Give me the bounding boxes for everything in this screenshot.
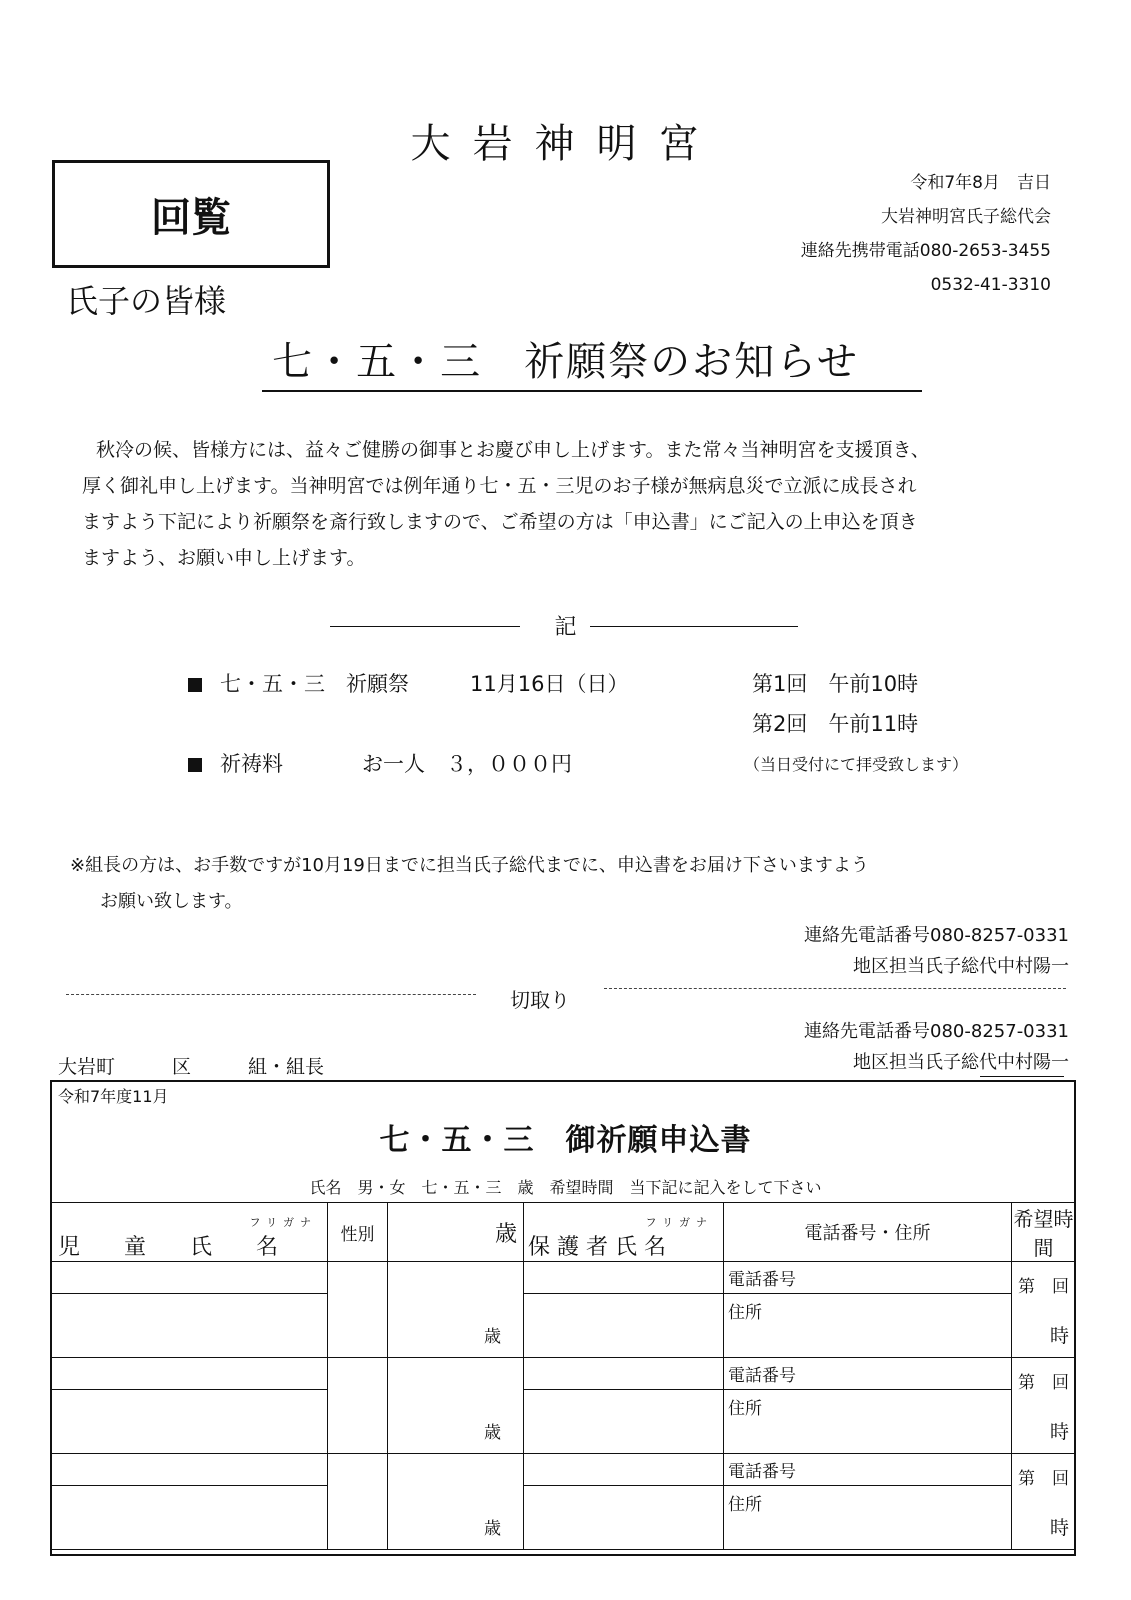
contact-phone: 0532-41-3310 xyxy=(930,275,1051,295)
address-field[interactable] xyxy=(724,1390,1012,1454)
time-field[interactable] xyxy=(1012,1454,1076,1550)
gender-field[interactable] xyxy=(328,1262,388,1358)
phone-label: 電話番号 xyxy=(728,1366,796,1386)
deadline-note xyxy=(70,848,869,920)
table-row xyxy=(52,1294,1076,1358)
district-line: 大岩町 区 組・組長 xyxy=(58,1056,325,1078)
header-phone-address: 電話番号・住所 xyxy=(724,1203,1012,1262)
contact-mobile: 連絡先携帯電話080-2653-3455 xyxy=(800,241,1051,261)
child-furigana-field[interactable] xyxy=(52,1454,328,1486)
application-table xyxy=(51,1202,1076,1550)
guardian-furigana-field[interactable] xyxy=(524,1454,724,1486)
circulation-box xyxy=(52,160,330,268)
hour-suffix: 時 xyxy=(1049,1420,1069,1443)
form-title: 七・五・三 御祈願申込書 xyxy=(379,1123,752,1158)
table-row xyxy=(52,1486,1076,1550)
hour-suffix: 時 xyxy=(1049,1324,1069,1347)
guardian-name-label: 保 護 者 氏 名 xyxy=(528,1235,666,1260)
cut-line-right xyxy=(604,988,1066,989)
session-prefix: 第 xyxy=(1018,1276,1035,1297)
deadline-line: ※組長の方は、お手数ですが10月19日までに担当氏子総代までに、申込書をお届け下さいますよう xyxy=(70,855,869,876)
notice-title: 七・五・三 祈願祭のお知らせ xyxy=(272,339,859,385)
header-child-name xyxy=(52,1203,328,1262)
header-preferred-time: 希望時間 xyxy=(1012,1203,1076,1262)
issue-date: 令和7年8月 吉日 xyxy=(910,173,1051,193)
intro-line: ますよう下記により祈願祭を斎行致しますので、ご希望の方は「申込書」にご記入の上申込を頂き xyxy=(82,511,918,533)
address-label: 住所 xyxy=(728,1303,762,1323)
age-unit: 歳 xyxy=(484,1423,501,1443)
gender-field[interactable] xyxy=(328,1358,388,1454)
gender-field[interactable] xyxy=(328,1454,388,1550)
event-row xyxy=(188,668,409,698)
organization: 大岩神明宮氏子総代会 xyxy=(881,207,1051,227)
table-row xyxy=(52,1358,1076,1390)
form-year: 令和7年度11月 xyxy=(58,1087,169,1106)
guardian-name-field[interactable] xyxy=(524,1390,724,1454)
table-row xyxy=(52,1390,1076,1454)
child-furigana-field[interactable] xyxy=(52,1262,328,1294)
age-field[interactable] xyxy=(388,1454,524,1550)
fee-row xyxy=(188,748,283,778)
greeting: 氏子の皆様 xyxy=(66,282,227,320)
ki-rule-right xyxy=(590,626,798,627)
phone-label: 電話番号 xyxy=(728,1462,796,1482)
phone-field[interactable] xyxy=(724,1454,1012,1486)
age-field[interactable] xyxy=(388,1358,524,1454)
form-instruction: 氏名 男・女 七・五・三 歳 希望時間 当下記に記入をして下さい xyxy=(309,1178,822,1197)
intro-line: ますよう、お願い申し上げます。 xyxy=(82,547,366,569)
child-name-field[interactable] xyxy=(52,1486,328,1550)
event-date: 11月16日（日） xyxy=(470,672,629,696)
session-suffix: 回 xyxy=(1052,1276,1069,1297)
session-1: 第1回 午前10時 xyxy=(752,672,919,696)
fee-value: お一人 ３，０００円 xyxy=(362,752,572,776)
session-suffix: 回 xyxy=(1052,1468,1069,1489)
contact-block-lower xyxy=(804,1016,1069,1078)
address-field[interactable] xyxy=(724,1486,1012,1550)
table-row xyxy=(52,1454,1076,1486)
furigana-label: フリガナ xyxy=(249,1216,317,1229)
address-label: 住所 xyxy=(728,1495,762,1515)
session-2: 第2回 午前11時 xyxy=(752,712,919,736)
time-field[interactable] xyxy=(1012,1358,1076,1454)
age-unit: 歳 xyxy=(484,1519,501,1539)
header-age: 歳 xyxy=(388,1203,524,1262)
guardian-furigana-field[interactable] xyxy=(524,1358,724,1390)
fee-label: 祈祷料 xyxy=(220,752,283,776)
header-info xyxy=(801,166,1051,302)
age-field[interactable] xyxy=(388,1262,524,1358)
header-gender: 性別 xyxy=(328,1203,388,1262)
child-name-label: 児 童 氏 名 xyxy=(58,1235,279,1260)
contact-phone-number: 連絡先電話番号080-8257-0331 xyxy=(804,925,1069,946)
age-unit: 歳 xyxy=(484,1327,501,1347)
child-furigana-field[interactable] xyxy=(52,1358,328,1390)
bullet-icon xyxy=(188,678,202,692)
address-field[interactable] xyxy=(724,1294,1012,1358)
child-name-field[interactable] xyxy=(52,1390,328,1454)
address-label: 住所 xyxy=(728,1399,762,1419)
child-name-field[interactable] xyxy=(52,1294,328,1358)
intro-line: 厚く御礼申し上げます。当神明宮では例年通り七・五・三児のお子様が無病息災で立派に成長され xyxy=(82,475,917,497)
contact-phone-number: 連絡先電話番号080-8257-0331 xyxy=(804,1021,1069,1042)
event-label: 七・五・三 祈願祭 xyxy=(220,672,409,696)
hour-suffix: 時 xyxy=(1049,1516,1069,1539)
contact-block-upper xyxy=(804,920,1069,982)
cut-line-left xyxy=(66,994,476,995)
table-header-row xyxy=(52,1203,1076,1262)
intro-line: 秋冷の候、皆様方には、益々ご健勝の御事とお慶び申し上げます。また常々当神明宮を支援頂き、 xyxy=(96,439,930,461)
ki-label: 記 xyxy=(554,615,577,640)
deadline-line: お願い致します。 xyxy=(100,891,243,912)
intro-paragraph xyxy=(82,432,1042,576)
contact-representative: 地区担当氏子総代中村陽一 xyxy=(853,956,1069,977)
cut-label: 切取り xyxy=(510,988,570,1012)
guardian-name-field[interactable] xyxy=(524,1486,724,1550)
title-underline xyxy=(262,390,922,392)
phone-field[interactable] xyxy=(724,1358,1012,1390)
session-prefix: 第 xyxy=(1018,1372,1035,1393)
phone-field[interactable] xyxy=(724,1262,1012,1294)
circulation-label: 回覧 xyxy=(151,194,231,241)
session-suffix: 回 xyxy=(1052,1372,1069,1393)
contact-underline xyxy=(980,1076,1064,1077)
furigana-label: フリガナ xyxy=(645,1216,713,1229)
shrine-name: 大岩神明宮 xyxy=(410,121,721,167)
fee-note: （当日受付にて拝受致します） xyxy=(744,755,969,774)
phone-label: 電話番号 xyxy=(728,1270,796,1290)
contact-representative: 地区担当氏子総代中村陽一 xyxy=(853,1052,1069,1073)
guardian-name-field[interactable] xyxy=(524,1294,724,1358)
session-prefix: 第 xyxy=(1018,1468,1035,1489)
time-field[interactable] xyxy=(1012,1262,1076,1358)
guardian-furigana-field[interactable] xyxy=(524,1262,724,1294)
header-guardian-name xyxy=(524,1203,724,1262)
table-row xyxy=(52,1262,1076,1294)
bullet-icon xyxy=(188,758,202,772)
